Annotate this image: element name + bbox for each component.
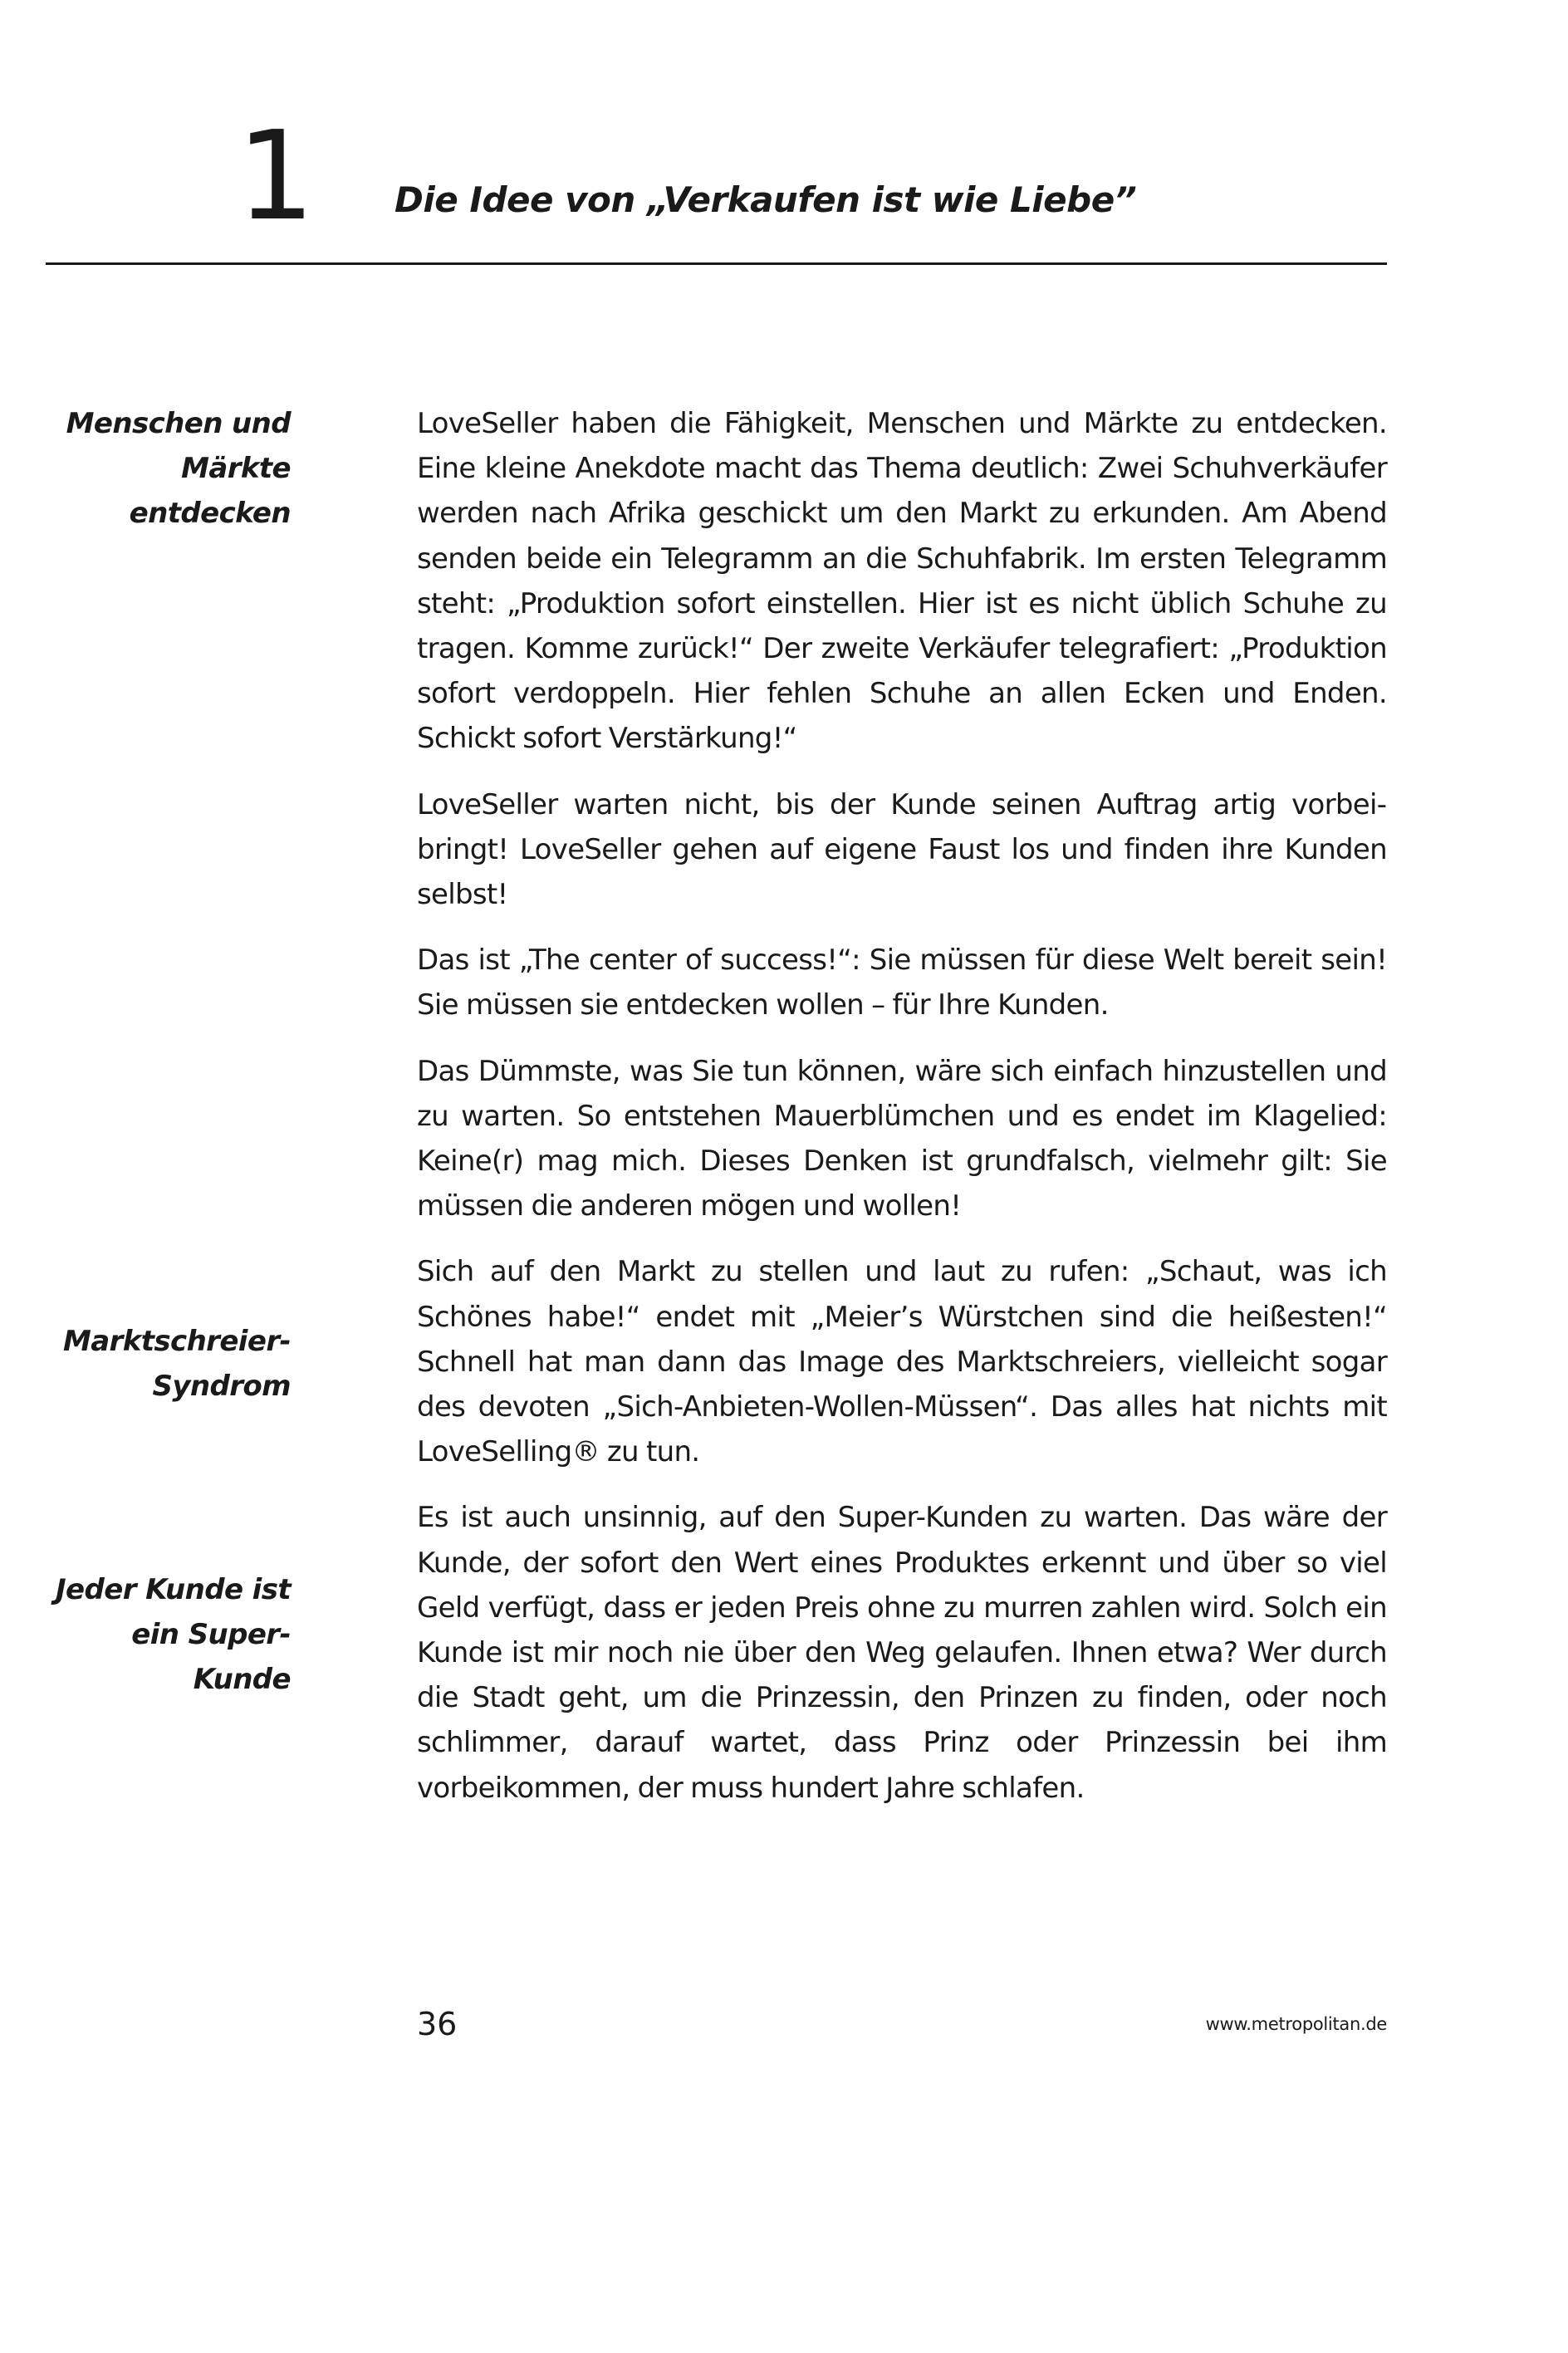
chapter-title: Die Idee von „Verkaufen ist wie Liebe”: [394, 179, 1137, 220]
paragraph-1: LoveSeller haben die Fähigkeit, Menschen und Märkte zu entdecken. Eine kleine Anekdote macht das Thema deutlich: Zwei Schuhverkäufer werden nach Afrika geschickt um den Markt zu erkunden. Am Abend senden beide ein Telegramm an die Schuhfabrik. Im ersten Telegramm steht: „Produktion sofort einstellen. Hier ist es nicht üblich Schuhe zu tragen. Komme zurück!“ Der zweite Verkäufer telegrafiert: „Produktion sofort verdoppeln. Hier fehlen Schuhe an allen Ecken und Enden. Schickt sofort Verstärkung!“: [417, 407, 1387, 756]
paragraph-6: Es ist auch unsinnig, auf den Super-Kunden zu warten. Das wäre der Kunde, der sofort den Wert eines Produktes erkennt und über so viel Geld verfügt, dass er jeden Preis ohne zu murren zahlen wird. Solch ein Kunde ist mir noch nie über den Weg gelaufen. Ihnen etwa? Wer durch die Stadt geht, um die Prinzessin, den Prinzen zu finden, oder noch schlimmer, darauf wartet, dass Prinz oder Prinzessin bei ihm vorbeikommen, der muss hundert Jahre schlafen.: [417, 1501, 1387, 1805]
margin-note-marktschreier-syndrom: Marktschreier-Syndrom: [62, 1325, 291, 1403]
paragraph-5: Sich auf den Markt zu stellen und laut zu rufen: „Schaut, was ich Schönes habe!“ endet mit „Meier’s Würstchen sind die heißesten!“ Schnell hat man dann das Image des Marktschreiers, vielleicht sogar des devoten „Sich-Anbieten-Wollen-Müssen“. Das alles hat nichts mit LoveSelling® zu tun.: [417, 1255, 1387, 1469]
margin-note-menschen-und-maerkte: Menschen und Märkte entdecken: [66, 407, 291, 530]
body-text: [417, 401, 1387, 1831]
margin-note-super-kunde: Jeder Kunde ist ein Super-Kunde: [56, 1573, 291, 1696]
paragraph-2: LoveSeller warten nicht, bis der Kunde seinen Auftrag artig vorbeibringt! LoveSeller gehen auf eigene Faust los und finden ihre Kunden selbst!: [417, 787, 1387, 912]
paragraph-3: Das ist „The center of success!“: Sie müssen für diese Welt bereit sein! Sie müssen sie entdecken wollen – für Ihre Kunden.: [417, 944, 1387, 1022]
page-number: 36: [417, 2006, 458, 2042]
chapter-divider: [46, 262, 1387, 265]
paragraph-4: Das Dümmste, was Sie tun können, wäre sich einfach hinzustellen und zu warten. So entstehen Mauerblümchen und es endet im Klagelied: Keine(r) mag mich. Dieses Denken ist grundfalsch, vielmehr gilt: Sie müssen die anderen mögen und wollen!: [417, 1054, 1387, 1223]
footer-url: www.metropolitan.de: [1205, 2014, 1387, 2034]
chapter-number: 1: [237, 105, 316, 248]
